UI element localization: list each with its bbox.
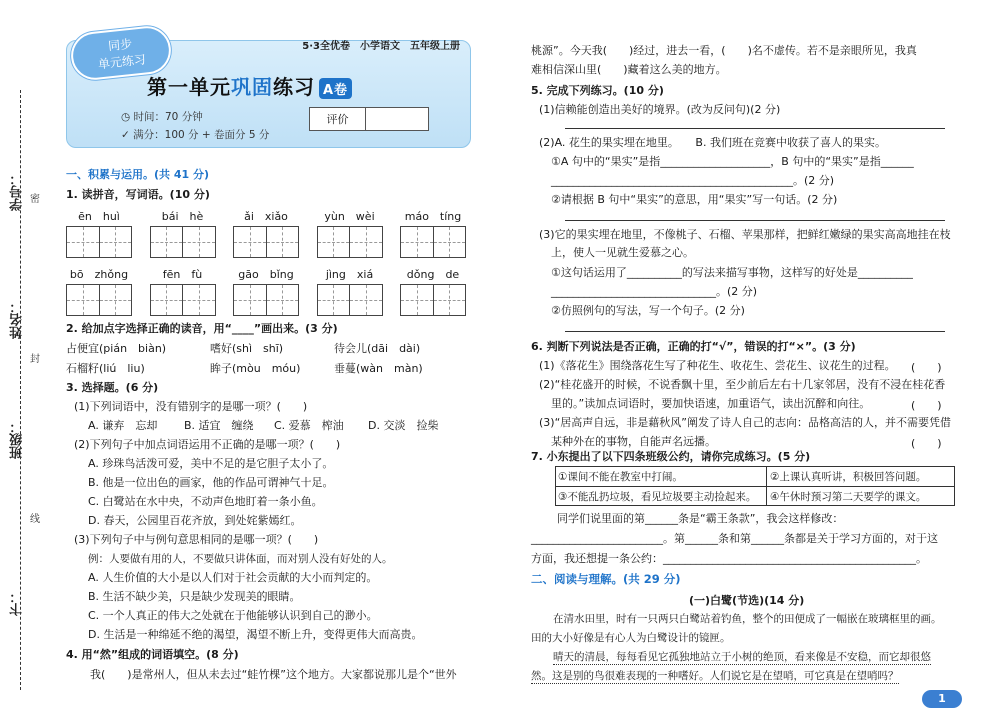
answer-parens[interactable]: ( ) [911, 361, 942, 374]
question-5-2-2: ②请根据 B 句中“果实”的意思，用“果实”写一句话。(2 分) [551, 193, 838, 206]
question-4-text: 我( )是常州人，但从未去过“蛙竹棵”这个地方。大家都说那儿是个“世外 [90, 668, 457, 681]
reading-option[interactable]: 眸子(mòu móu) [210, 362, 301, 375]
title-highlight: 巩固 [231, 75, 273, 99]
title-suffix: 练习 [273, 75, 315, 99]
sticker-line1: 同步 [107, 36, 133, 54]
question-4-continued: 桃源”。今天我( )经过，进去一看，( )名不虚传。若不是亲眼所见，我真 [531, 44, 917, 57]
question-7-text-1: 同学们说里面的第______条是“霸王条款”，我会这样修改： [557, 512, 844, 525]
class-rules-box [555, 466, 955, 506]
check-icon: ✓ [121, 129, 134, 141]
reading-option[interactable]: 占便宜(pián biàn) [66, 342, 167, 355]
choice-option[interactable]: C. 白鹭站在水中央，不动声色地盯着一条小鱼。 [88, 495, 323, 508]
pinyin: bō zhǒng [69, 268, 129, 281]
question-6: 6. 判断下列说法是否正确，正确的打“√”，错误的打“×”。(3 分) [531, 340, 856, 353]
seal-mark-mi: 密 [30, 194, 40, 205]
writing-grid[interactable] [233, 226, 299, 258]
pinyin: máo tíng [404, 210, 462, 223]
question-4: 4. 用“然”组成的词语填空。(8 分) [66, 648, 239, 661]
example-sentence: 例：人要做有用的人，不要做只讲体面，而对别人没有好处的人。 [88, 553, 393, 565]
page-title [147, 71, 352, 100]
writing-grid[interactable] [233, 284, 299, 316]
writing-grid[interactable] [400, 226, 466, 258]
pinyin: yùn wèi [324, 210, 375, 223]
evaluation-box[interactable] [309, 107, 429, 131]
seal-mark-xian: 线 [30, 514, 40, 525]
choice-option[interactable]: C. 爱慕 榨油 [274, 419, 344, 432]
question-1: 1. 读拼音，写词语。(10 分) [66, 188, 210, 201]
judge-item-2: (2)“桂花盛开的时候，不说香飘十里，至少前后左右十几家邻居，没有不浸在桂花香 [539, 378, 946, 391]
title-prefix: 第一单元 [147, 75, 231, 99]
rule-item: ④午休时预习第二天要学的课文。 [770, 491, 927, 503]
judge-item-2-cont: 里的。”读加点词语时，要加快语速，加重语气，读出沉醉和向往。 [551, 397, 871, 410]
writing-grid[interactable] [66, 226, 132, 258]
page-number: 1 [922, 690, 962, 708]
binding-line [20, 90, 21, 690]
rule-item: ③不能乱扔垃圾，看见垃圾要主动捡起来。 [558, 491, 757, 503]
left-page [52, 0, 515, 722]
brand-text: 5·3全优卷 小学语文 五年级上册 [302, 41, 460, 52]
sticker-line2: 单元练习 [97, 52, 147, 72]
passage-title: (一)白鹭(节选)(14 分) [689, 594, 805, 607]
time-text: 时间：70 分钟 [133, 111, 203, 123]
judge-item-1: (1)《落花生》围绕落花生写了种花生、收花生、尝花生、议花生的过程。 [539, 359, 896, 372]
answer-line[interactable] [565, 220, 945, 221]
right-page [525, 0, 1000, 722]
writing-grid[interactable] [400, 284, 466, 316]
rule-item: ②上课认真听讲，积极回答问题。 [770, 471, 927, 483]
question-5-3: (3)它的果实埋在地里，不像桃子、石榴、苹果那样，把鲜红嫩绿的果实高高地挂在枝 [539, 228, 951, 241]
answer-parens[interactable]: ( ) [911, 399, 942, 412]
question-3: 3. 选择题。(6 分) [66, 381, 159, 394]
writing-grid-row-2 [66, 284, 466, 316]
choice-option[interactable]: B. 生活不缺少美，只是缺少发现美的眼睛。 [88, 590, 301, 603]
question-5-2-1: ①A 句中的“果实”是指____________________，B 句中的“果实”是指______ [551, 155, 914, 168]
question-5-2: (2)A. 花生的果实埋在地里。 B. 我们班在竞赛中收获了喜人的果实。 [539, 136, 886, 149]
choice-option[interactable]: C. 一个人真正的伟大之处就在于他能够认识到自己的渺小。 [88, 609, 378, 622]
choice-option[interactable]: D. 交淡 捡柴 [368, 419, 439, 432]
question-5-3-cont: 上，使人一见就生爱慕之心。 [551, 246, 694, 259]
passage-paragraph: 晴天的清晨，每每看见它孤独地站立于小树的绝顶，看来像是不安稳，而它却很悠 [553, 651, 931, 663]
reading-option[interactable]: 待会儿(dāi dài) [334, 342, 421, 355]
pinyin-row-1 [66, 208, 466, 224]
answer-line[interactable] [565, 331, 945, 332]
writing-grid[interactable] [66, 284, 132, 316]
pinyin: gāo bǐng [238, 268, 294, 281]
judge-item-3-cont: 某种外在的事物，自能声名远播。 [551, 435, 716, 448]
name-label: 姓名： [10, 300, 25, 339]
reading-option[interactable]: 垂蔓(wàn màn) [334, 362, 423, 375]
writing-grid[interactable] [150, 226, 216, 258]
question-5: 5. 完成下列练习。(10 分) [531, 84, 664, 97]
passage-paragraph: 田的大小好像是有心人为白鹭设计的镜匣。 [531, 632, 731, 644]
question-3-1: (1)下列词语中，没有错别字的是哪一项？( ) [74, 400, 308, 413]
choice-option[interactable]: D. 春天，公园里百花齐放，到处姹紫嫣红。 [88, 514, 302, 527]
pinyin: jìng xiá [325, 268, 374, 281]
choice-option[interactable]: A. 珍珠鸟活泼可爱，美中不足的是它胆子太小了。 [88, 457, 334, 470]
writing-grid-row-1 [66, 226, 466, 258]
class-label: 班级： [10, 420, 25, 459]
title-banner [66, 36, 471, 148]
pinyin-row-2 [66, 266, 466, 282]
passage-paragraph: 然。这是别的鸟很难表现的一种嗜好。人们说它是在望哨，可它真是在望哨吗？ [531, 670, 899, 682]
school-label: 卞： [10, 590, 25, 616]
question-5-3-1: ①这句话运用了__________的写法来描写事物，这样写的好处是__________ [551, 266, 913, 279]
question-3-3: (3)下列句子中与例句意思相同的是哪一项？( ) [74, 533, 319, 546]
question-3-2: (2)下列句子中加点词语运用不正确的是哪一项？( ) [74, 438, 341, 451]
writing-grid[interactable] [150, 284, 216, 316]
clock-icon: ◷ [121, 111, 134, 123]
question-5-2-1-cont: ____________________________________________。(2 分) [551, 174, 835, 187]
evaluation-label: 评价 [310, 108, 366, 130]
choice-option[interactable]: A. 谦弃 忘却 [88, 419, 158, 432]
reading-option[interactable]: 石榴籽(liú liu) [66, 362, 145, 375]
volume-badge: A卷 [319, 78, 352, 99]
score-info [121, 127, 269, 142]
question-2: 2. 给加点字选择正确的读音，用“____”画出来。(3 分) [66, 322, 338, 335]
seal-mark-feng: 封 [30, 354, 40, 365]
section-2-title: 二、阅读与理解。(共 29 分) [531, 572, 681, 586]
rule-item: ①课间不能在教室中打闹。 [558, 471, 683, 483]
section-1-title: 一、积累与运用。(共 41 分) [66, 168, 210, 181]
score-text: 满分：100 分 + 卷面分 5 分 [133, 129, 270, 141]
question-7-text-2: ________________________。第______条和第______条都是关于学习方面的，对于这 [531, 532, 938, 545]
writing-grid[interactable] [317, 226, 383, 258]
evaluation-field[interactable] [366, 108, 428, 130]
answer-line[interactable] [565, 128, 945, 129]
question-7: 7. 小东提出了以下四条班级公约，请你完成练习。(5 分) [531, 450, 811, 463]
question-5-3-1-cont: ______________________________。(2 分) [551, 285, 758, 298]
choice-option[interactable]: B. 他是一位出色的画家，他的作品可谓神气十足。 [88, 476, 334, 489]
question-5-1: (1)信赖能创造出美好的境界。(改为反问句)(2 分) [539, 103, 781, 116]
choice-option[interactable]: B. 适宜 缠绕 [184, 419, 254, 432]
time-info [121, 109, 203, 124]
writing-grid[interactable] [317, 284, 383, 316]
student-id-label: 学号： [10, 172, 25, 211]
pinyin: ǎi xiǎo [244, 210, 288, 223]
answer-parens[interactable]: ( ) [911, 437, 942, 450]
question-7-text-3: 方面，我还想提一条公约：______________________________________________。 [531, 552, 927, 565]
question-5-3-2: ②仿照例句的写法，写一个句子。(2 分) [551, 304, 745, 317]
passage-paragraph: 在清水田里，时有一只两只白鹭站着钓鱼，整个的田便成了一幅嵌在玻璃框里的画。 [553, 613, 942, 625]
pinyin: bái hè [161, 210, 204, 223]
pinyin: dǒng de [406, 268, 460, 281]
choice-option[interactable]: A. 人生价值的大小是以人们对于社会贡献的大小而判定的。 [88, 571, 378, 584]
reading-option[interactable]: 嗜好(shì shī) [210, 342, 284, 355]
judge-item-3: (3)“居高声自远，非是藉秋风”阐发了诗人自己的志向：品格高洁的人，并不需要凭借 [539, 416, 951, 429]
pinyin: ēn huì [78, 210, 120, 223]
binder-margin [0, 0, 52, 722]
choice-option[interactable]: D. 生活是一种绵延不绝的渴望，渴望不断上升，变得更伟大而高贵。 [88, 628, 423, 641]
pinyin: fēn fù [162, 268, 203, 281]
question-4-continued: 难相信深山里( )藏着这么美的地方。 [531, 63, 727, 76]
